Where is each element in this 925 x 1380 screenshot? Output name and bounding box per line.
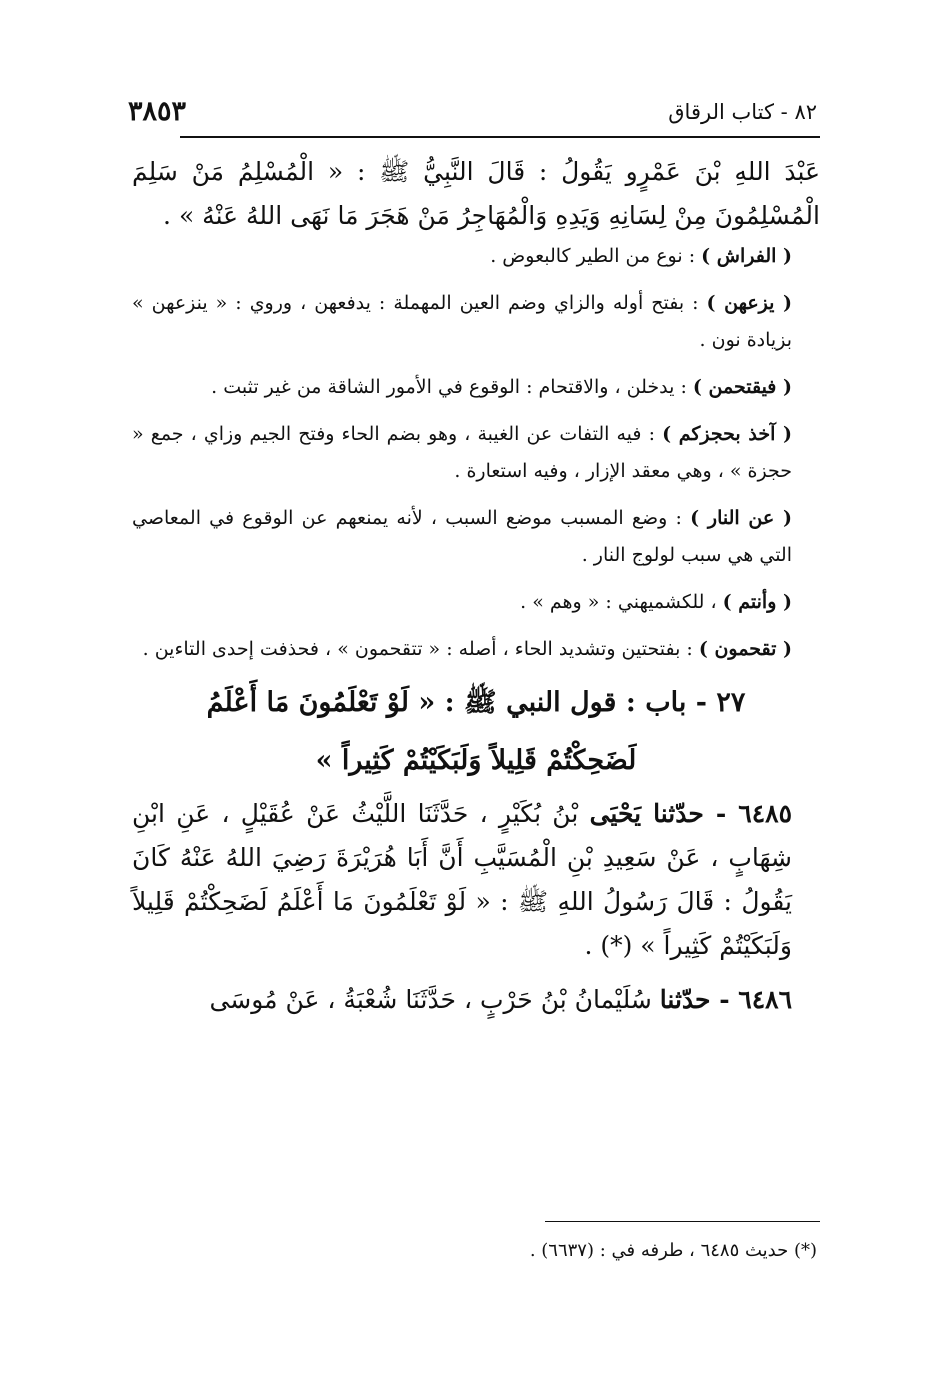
running-header: ٨٢ - كتاب الرقاق <box>668 100 817 124</box>
hadith-6485 <box>132 792 820 968</box>
note-text: : بفتح أوله والزاي وضم العين المهملة : يدفعهن ، وروي : « ينزعهن » بزيادة نون . <box>132 292 792 351</box>
header-rule <box>180 136 820 138</box>
note <box>132 584 820 621</box>
note <box>132 500 820 574</box>
note-text: ، للكشميهني : « وهم » . <box>520 591 723 613</box>
hadith-number: ٦٤٨٦ - حدّثنا <box>659 985 792 1014</box>
hadith-number: ٦٤٨٥ - حدّثنا يَحْيَى <box>589 799 792 828</box>
hadith-text: بْنُ بُكَيْرٍ ، حَدَّثَنَا اللَّيْثُ عَنْ عُقَيْلٍ ، عَنِ ابْنِ شِهَابٍ ، عَنْ سَعِيدِ بْنِ الْمُسَيَّبِ أَنَّ أَبَا هُرَيْرَةَ رَضِيَ اللهُ عَنْهُ كَانَ يَقُولُ : قَالَ رَسُولُ اللهِ ﷺ : « لَوْ تَعْلَمُونَ مَا أَعْلَمُ لَضَحِكْتُمْ قَلِيلاً وَلَبَكَيْتُمْ كَثِيراً » (*) . <box>132 799 792 960</box>
footnote: (*) حديث ٦٤٨٥ ، طرفه في : (٦٦٣٧) . <box>529 1240 817 1261</box>
note <box>132 238 820 275</box>
chapter-heading-line: لَضَحِكْتُمْ قَلِيلاً وَلَبَكَيْتُمْ كَثِيراً » <box>315 745 637 776</box>
hadith-text: سُلَيْمانُ بْنُ حَرْبٍ ، حَدَّثَنَا شُعْبَةُ ، عَنْ مُوسَى <box>209 985 660 1014</box>
note-term: ( عن النار ) <box>690 507 793 529</box>
note-text: : وضع المسبب موضع السبب ، لأنه يمنعهم عن الوقوع في المعاصي التي هي سبب لولوج النار . <box>132 507 792 566</box>
note-text: : يدخلن ، والاقتحام : الوقوع في الأمور الشاقة من غير تثبت . <box>211 376 693 398</box>
note-term: ( تقحمون ) <box>698 638 792 660</box>
chapter-heading-line: ٢٧ - باب : قول النبي ﷺ : « لَوْ تَعْلَمُونَ مَا أَعْلَمُ <box>206 687 746 718</box>
note-text: : فيه التفات عن الغيبة ، وهو بضم الحاء وفتح الجيم وزاي ، جمع « حجزة » ، وهي معقد الإزار ، وفيه استعارة . <box>132 423 792 482</box>
note-text: : نوع من الطير كالبعوض . <box>490 245 702 267</box>
note <box>132 369 820 406</box>
chapter-heading <box>132 674 820 790</box>
note <box>132 631 820 668</box>
page-body <box>132 150 820 1022</box>
note-term: ( فيقتحمن ) <box>692 376 792 398</box>
note <box>132 416 820 490</box>
hadith-6486 <box>132 978 820 1022</box>
note-term: ( آخذ بحجزكم ) <box>662 423 792 445</box>
note <box>132 285 820 359</box>
footnote-rule <box>545 1221 820 1222</box>
note-term: ( وأنتم ) <box>722 591 792 613</box>
note-term: ( يزعهن ) <box>706 292 792 314</box>
note-text: : بفتحتين وتشديد الحاء ، أصله : « تتقحمون » ، فحذفت إحدى التاءين . <box>142 638 699 660</box>
hadith-opening: عَبْدَ اللهِ بْنَ عَمْرٍو يَقُولُ : قَالَ النَّبِيُّ ﷺ : « الْمُسْلِمُ مَنْ سَلِمَ الْمُسْلِمُونَ مِنْ لِسَانِهِ وَيَدِهِ وَالْمُهَاجِرُ مَنْ هَجَرَ مَا نَهَى اللهُ عَنْهُ » . <box>132 157 820 230</box>
page-number: ٣٨٥٣ <box>128 96 187 127</box>
note-term: ( الفراش ) <box>701 245 792 267</box>
